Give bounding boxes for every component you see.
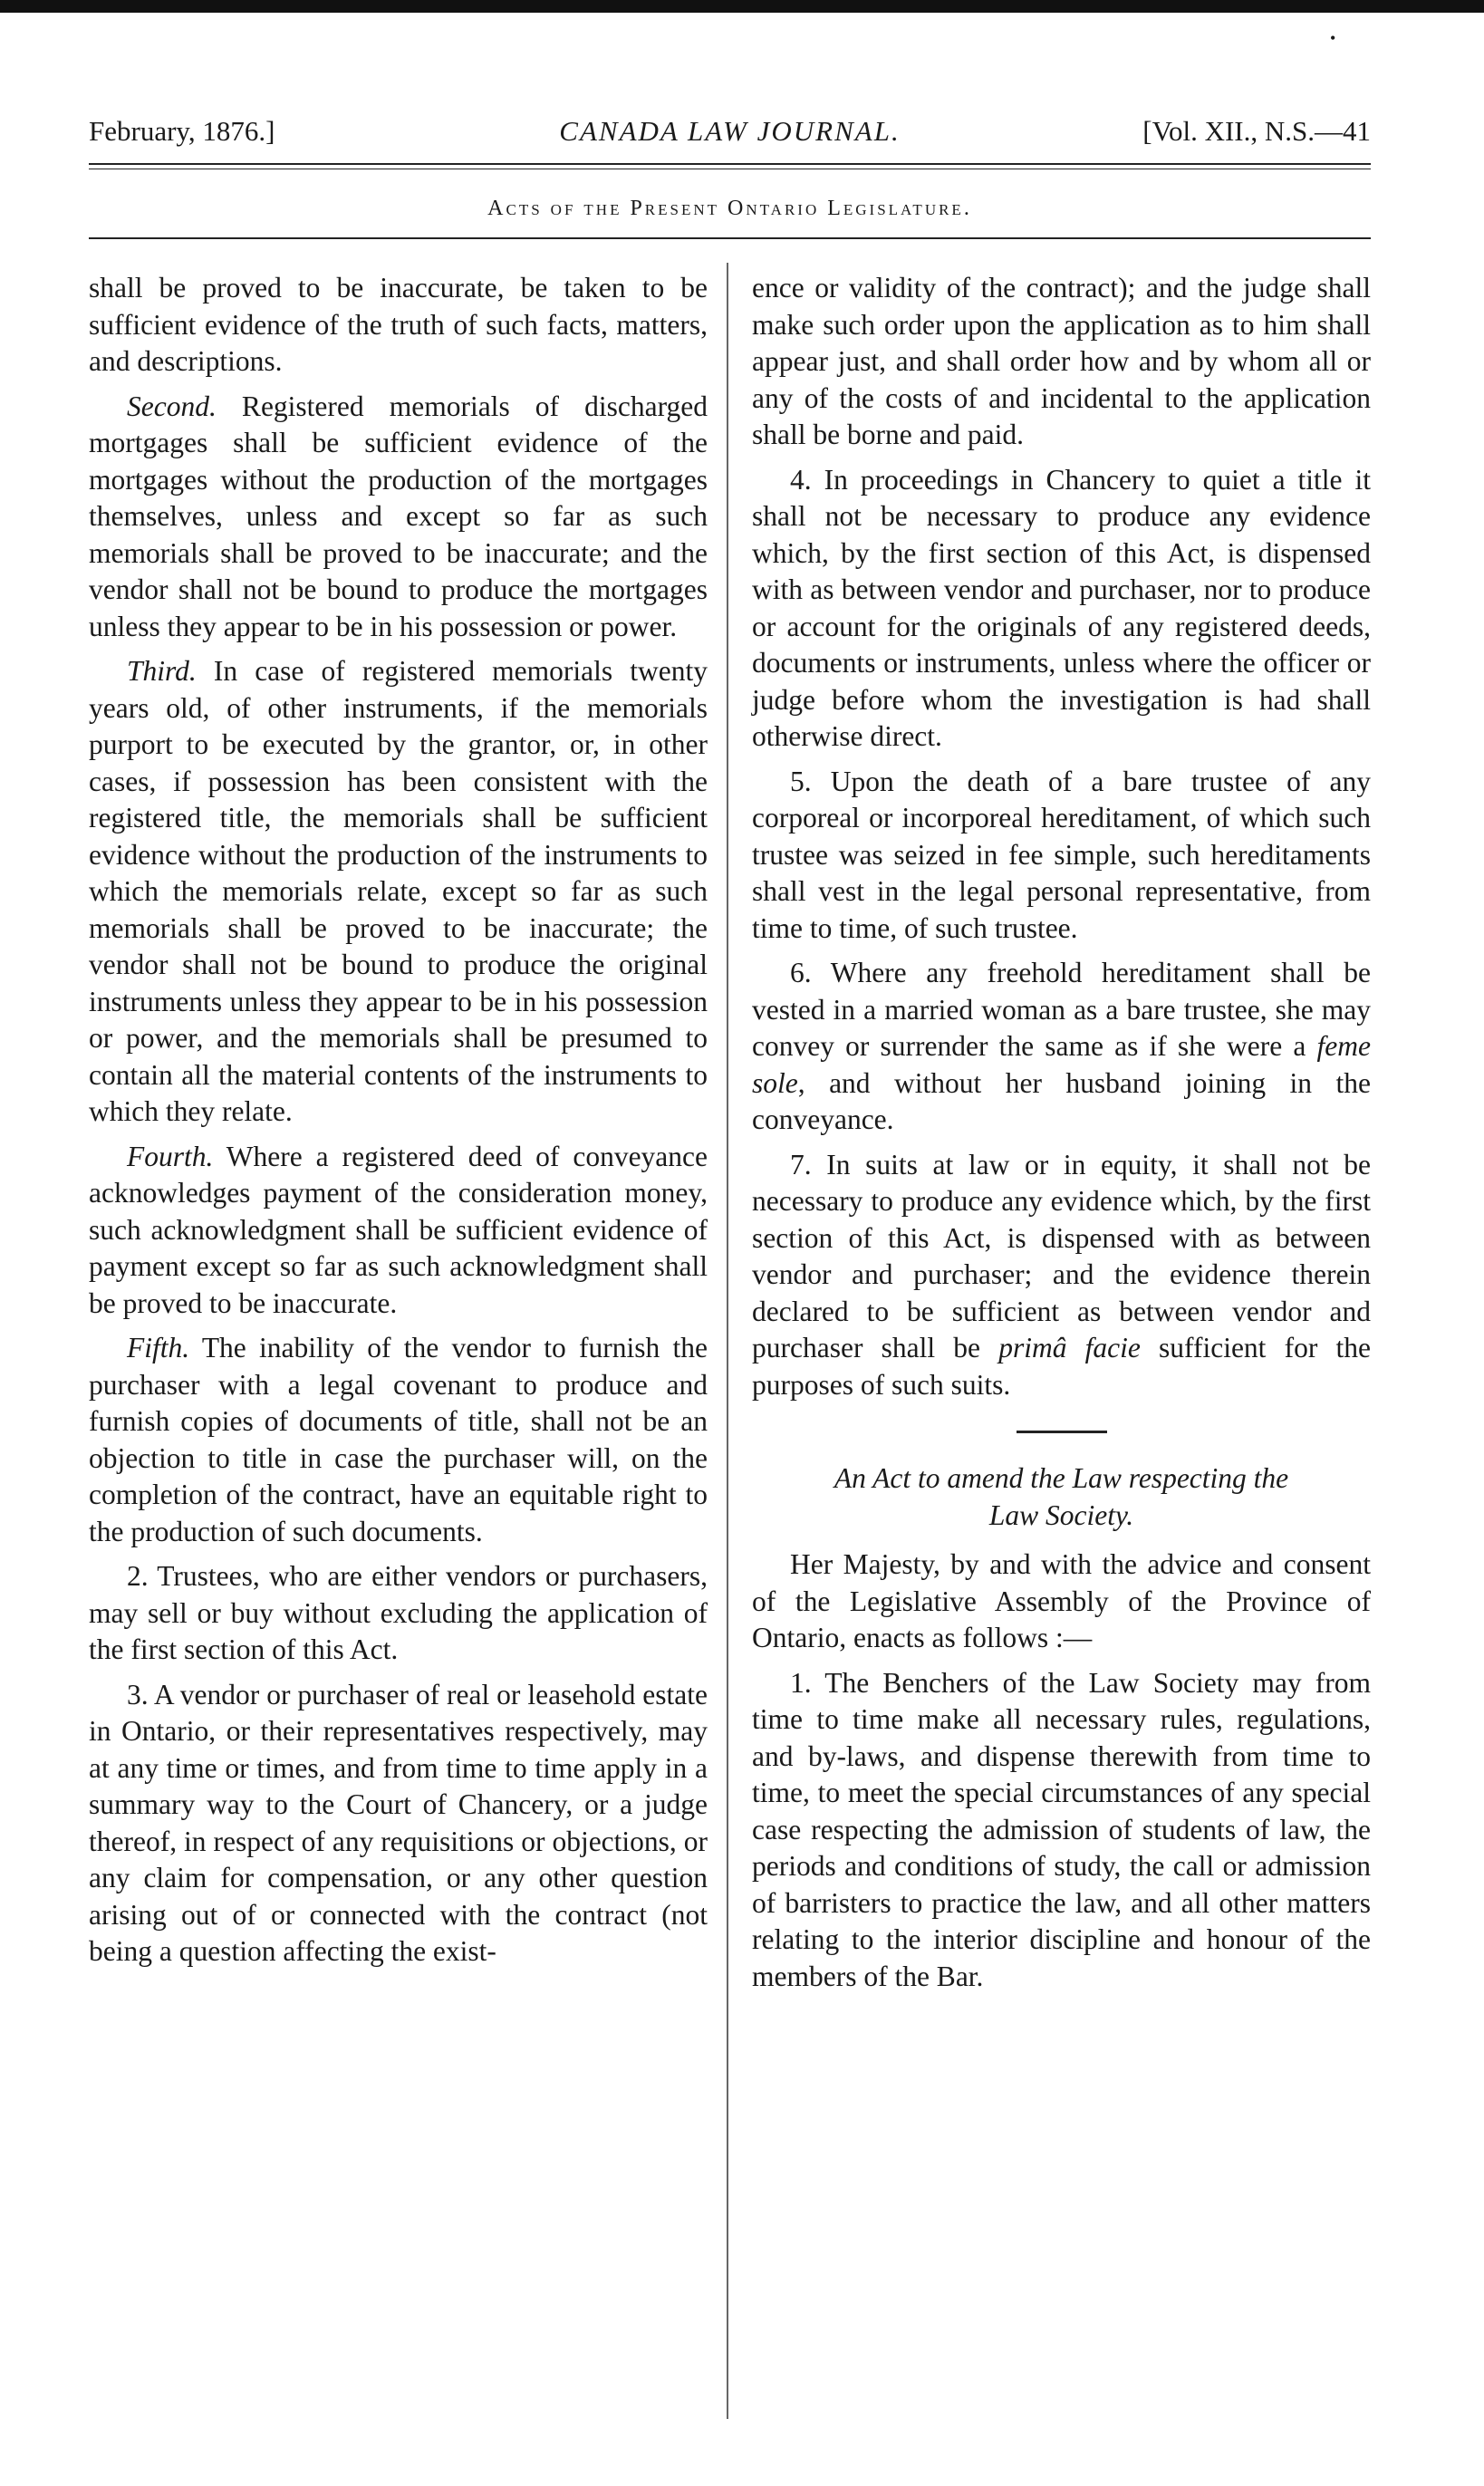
clause-text-second: Registered memorials of discharged mortgages shall be sufficient evidence of the mortgages without the production of the mortgages themselves, unless and except so far as such memorials shall be proved to be inaccurate; and the vendor shall not be bound to produce the mortgages unless they appear to be in his possession or power. [89,390,708,642]
left-paragraph-fifth [89,1330,708,1550]
clause-text-fifth: The inability of the vendor to furnish the purchaser with a legal covenant to produce and furnish copies of documents of title, shall not be an objection to title in case the purchaser will, on the completion of the contract, have an equitable right to the production of such documents. [89,1332,708,1547]
section-6-paragraph [752,955,1371,1139]
clause-label-fifth: Fifth. [127,1332,190,1363]
page-top-edge [0,0,1484,13]
clause-text-third: In case of registered memorials twenty years old, of other instruments, if the memorials purport to be executed by the grantor, or, in other cases, if possession has been consistent with the registered title, the memorials shall be sufficient evidence without the production of the instruments to which the memorials relate, except so far as such memorials shall be proved to be inaccurate; the vendor shall not be bound to produce the original instruments unless they appear to be in his possession or power, and the memorials shall be presumed to contain all the material contents of the instruments to which they relate. [89,655,708,1127]
section-7-text-b: sufficient for the purposes of such suits. [752,1332,1371,1401]
right-paragraph-continuation: ence or validity of the contract); and the judge shall make such order upon the application as to him shall appear just, and shall order how and by whom all or any of the costs of and incidental to the application shall be borne and paid. [752,272,1371,450]
section-heading-rule [89,237,1371,239]
header-rule-top [89,163,1371,165]
enacting-clause: Her Majesty, by and with the advice and consent of the Legislative Assembly of the Province of Ontario, enacts as follows :— [752,1548,1371,1653]
clause-label-fourth: Fourth. [127,1140,214,1172]
section-6-text-a: 6. Where any freehold hereditament shall be vested in a married woman as a bare trustee, she may convey or surrender the same as if she were a [752,957,1371,1062]
header-journal-title: CANADA LAW JOURNAL. [559,115,901,147]
section-7-italic: primâ facie [998,1332,1141,1363]
act-title-line-1: An Act to amend the Law respecting the [834,1462,1289,1494]
clause-text-fourth: Where a registered deed of conveyance acknowledges payment of the consideration money, such acknowledgment shall be sufficient evidence of payment except so far as such acknowledgment shall be proved to be inaccurate. [89,1140,708,1319]
stray-mark: • [1330,29,1336,47]
left-paragraph-second [89,389,708,646]
header-volume: [Vol. XII., N.S.—41 [1142,115,1371,147]
running-header [89,109,1371,154]
section-7-text-a: 7. In suits at law or in equity, it shall not be necessary to produce any evidence which, by the first section of this Act, is dispensed with as between vendor and purchaser; and the evidence therein declared to be sufficient as between vendor and purchaser shall be [752,1148,1371,1363]
header-date: February, 1876.] [89,115,275,147]
clause-label-third: Third. [127,655,197,687]
act-separator-rule [1017,1431,1107,1433]
act-title [752,1460,1371,1534]
column-divider [727,263,728,2419]
right-column [752,270,1371,2003]
section-7-paragraph [752,1147,1371,1404]
act-title-line-2: Law Society. [988,1498,1134,1531]
left-paragraph-third [89,653,708,1131]
left-paragraph-1: shall be proved to be inaccurate, be taken to be sufficient evidence of the truth of such facts, matters, and descriptions. [89,272,708,377]
section-4-paragraph: 4. In proceedings in Chancery to quiet a title it shall not be necessary to produce any evidence which, by the first section of this Act, is dispensed with as between vendor and purchaser, nor to produce or account for the originals of any registered deeds, documents or instruments, unless where the officer or judge before whom the investigation is had shall otherwise direct. [752,463,1371,752]
section-heading: Acts of the Present Ontario Legislature. [487,197,972,220]
section-3-paragraph: 3. A vendor or purchaser of real or leasehold estate in Ontario, or their representatives respectively, may at any time or times, and from time to time apply in a summary way to the Court of Chancery, or a judge thereof, in respect of any requisitions or objections, or any claim for compensation, or any other question arising out of or connected with the contract (not being a question affecting the exist- [89,1678,708,1967]
clause-label-second: Second. [127,390,217,422]
law-society-section-1: 1. The Benchers of the Law Society may from time to time make all necessary rules, regulations, and by-laws, and dispense therewith from time to time, to meet the special circumstances of any special case respecting the admission of students of law, the periods and conditions of study, the call or admission of barristers to practice the law, and all other matters relating to the interior discipline and honour of the members of the Bar. [752,1666,1371,1992]
section-6-italic: feme sole [752,1030,1371,1099]
left-paragraph-fourth [89,1139,708,1323]
section-6-text-b: , and without her husband joining in the conveyance. [752,1066,1371,1135]
left-column [89,270,708,1979]
section-5-paragraph: 5. Upon the death of a bare trustee of any corporeal or incorporeal hereditament, of which such trustee was seized in fee simple, such hereditaments shall vest in the legal personal representative, from time to time, of such trustee. [752,765,1371,944]
section-2-paragraph: 2. Trustees, who are either vendors or purchasers, may sell or buy without excluding the application of the first section of this Act. [89,1560,708,1665]
